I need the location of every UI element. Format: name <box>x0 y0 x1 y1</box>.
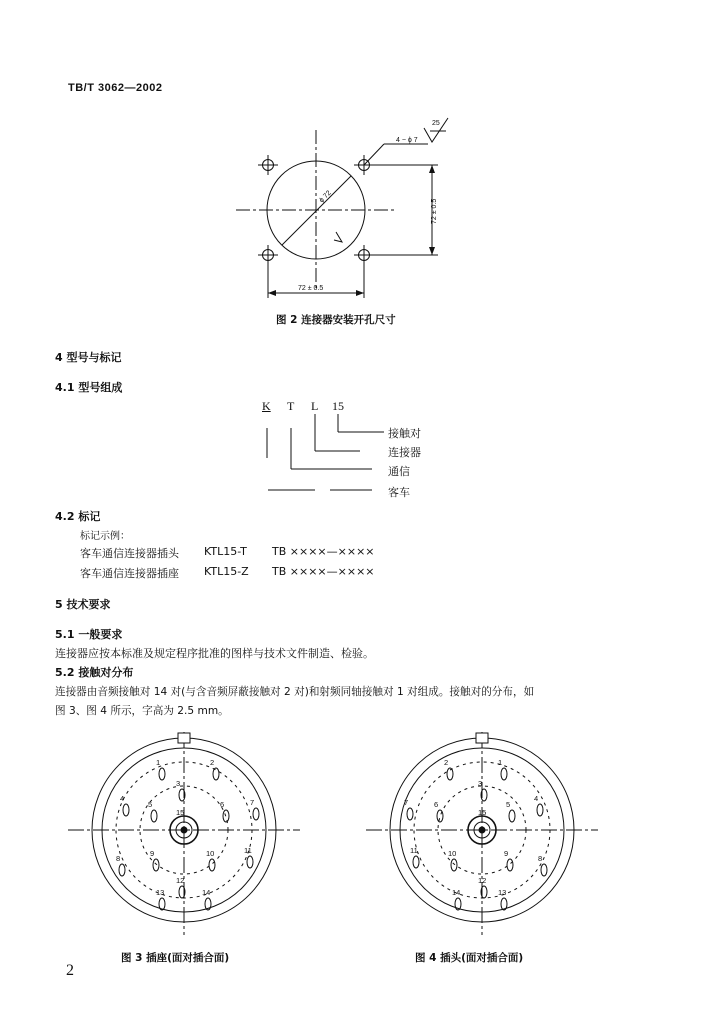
figure-4-contact-label-5: 5 <box>506 800 511 809</box>
figure-4-coax-pin <box>479 827 485 833</box>
model-number: 15 <box>332 399 344 413</box>
legend-contact-pairs: 接触对 <box>388 427 421 440</box>
figure-3-contact-label-5: 5 <box>148 800 153 809</box>
figure-4-contact-13 <box>501 898 507 910</box>
section-4-title: 4 型号与标记 <box>55 351 122 364</box>
figure-4-contact-4 <box>537 804 543 816</box>
figure-4-contact-label-9: 9 <box>504 849 509 858</box>
figure-3-contact-label-15: 15 <box>176 808 185 817</box>
model-letter-t: T <box>287 399 295 413</box>
legend-connector: 连接器 <box>388 446 421 459</box>
section-5-1-text: 连接器应按本标准及规定程序批准的图样与技术文件制造、检验。 <box>55 647 374 660</box>
model-composition-lines <box>255 412 385 496</box>
figure-4-contact-label-2: 2 <box>444 758 449 767</box>
figure-3-contact-9 <box>153 859 159 871</box>
figure-3-contact-5 <box>151 810 157 822</box>
figure-3-contact-label-6: 6 <box>220 800 225 809</box>
example-intro: 标记示例： <box>80 531 130 542</box>
figure-4-contact-label-7: 7 <box>404 798 409 807</box>
figure-4-contact-label-4: 4 <box>534 794 539 803</box>
section-5-title: 5 技术要求 <box>55 598 111 611</box>
figure-4-contact-10 <box>451 859 457 871</box>
figure-4-contact-label-13: 13 <box>498 888 507 897</box>
figure-4-contact-label-6: 6 <box>434 800 439 809</box>
figure-3-contact-7 <box>253 808 259 820</box>
section-4-1-title: 4.1 型号组成 <box>55 381 123 394</box>
figure-4-contact-label-3: 3 <box>478 779 483 788</box>
figure-4-outline <box>366 732 598 935</box>
figure-3-contact-label-9: 9 <box>150 849 155 858</box>
figure-3-contact-2 <box>213 768 219 780</box>
figure-3-contact-label-8: 8 <box>116 854 121 863</box>
figure-4-contact-9 <box>507 859 513 871</box>
diameter-label: ϕ 72 <box>318 189 333 205</box>
figure-4-contact-7 <box>407 808 413 820</box>
figure-3-key-slot <box>178 733 190 743</box>
vertical-dimension: 72 ± 0.5 <box>431 198 438 224</box>
figure-3-contact-label-7: 7 <box>250 798 255 807</box>
legend-passenger-car: 客车 <box>388 486 410 499</box>
figure-4-contact-label-12: 12 <box>478 876 487 885</box>
figure-3-contact-label-10: 10 <box>206 849 215 858</box>
figure-2-drawing <box>225 112 475 312</box>
example-1-name: 客车通信连接器插头 <box>80 547 179 560</box>
figure-3-contact-label-12: 12 <box>176 876 185 885</box>
figure-3-contact-4 <box>123 804 129 816</box>
figure-2-caption: 图 2 连接器安装开孔尺寸 <box>276 314 396 326</box>
example-2-code: KTL15-Z <box>204 565 249 578</box>
figure-4-drawing <box>358 730 638 945</box>
figure-3-drawing <box>60 730 340 945</box>
example-2-standard: TB ××××—×××× <box>272 565 375 578</box>
model-letter-l: L <box>311 399 319 413</box>
figure-3-contact-1 <box>159 768 165 780</box>
horizontal-dimension: 72 ± 0.5 <box>298 285 324 292</box>
model-letter-k: K <box>262 399 271 413</box>
page-number: 2 <box>66 962 74 979</box>
section-5-2-text-line-1: 连接器由音频接触对 14 对(与含音频屏蔽接触对 2 对)和射频同轴接触对 1 对组成。接触对的分布，如 <box>55 686 535 698</box>
example-1-code: KTL15-T <box>204 545 247 558</box>
figure-3-contact-label-14: 14 <box>202 888 211 897</box>
figure-4-contact-label-8: 8 <box>538 854 543 863</box>
figure-3-contact-label-1: 1 <box>156 758 161 767</box>
figure-3-contact-label-4: 4 <box>120 794 125 803</box>
figure-4-contact-label-11: 11 <box>410 846 418 855</box>
figure-3-contact-label-3: 3 <box>176 779 181 788</box>
figure-3-contact-11 <box>247 856 253 868</box>
legend-communication: 通信 <box>388 465 410 478</box>
section-5-2-title: 5.2 接触对分布 <box>55 666 134 679</box>
figure-4-contact-label-14: 14 <box>452 888 461 897</box>
roughness-value: 25 <box>432 120 440 127</box>
standard-number: TB/T 3062—2002 <box>68 82 163 94</box>
section-4-2-title: 4.2 标记 <box>55 510 101 523</box>
figure-4-caption: 图 4 插头(面对插合面) <box>415 952 524 964</box>
figure-4-contact-1 <box>501 768 507 780</box>
figure-4-contact-label-1: 1 <box>498 758 503 767</box>
section-5-2-text-line-2: 图 3、图 4 所示，字高为 2.5 mm。 <box>55 705 229 717</box>
figure-3-contact-13 <box>159 898 165 910</box>
figure-4-contact-11 <box>413 856 419 868</box>
figure-4-contact-8 <box>541 864 547 876</box>
figure-3-outline <box>68 732 300 935</box>
figure-4-contact-label-15: 15 <box>478 808 487 817</box>
figure-3-contact-label-2: 2 <box>210 758 215 767</box>
figure-3-coax-pin <box>181 827 187 833</box>
figure-4-contact-2 <box>447 768 453 780</box>
figure-3-contact-8 <box>119 864 125 876</box>
figure-4-contact-6 <box>437 810 443 822</box>
figure-3-contact-10 <box>209 859 215 871</box>
hole-spec-label: 4 − ϕ 7 <box>396 137 418 144</box>
figure-4-key-slot <box>476 733 488 743</box>
figure-3-contact-label-13: 13 <box>156 888 165 897</box>
figure-3-contact-label-11: 11 <box>244 846 252 855</box>
example-1-standard: TB ××××—×××× <box>272 545 375 558</box>
figure-4-contact-5 <box>509 810 515 822</box>
example-2-name: 客车通信连接器插座 <box>80 567 179 580</box>
section-5-1-title: 5.1 一般要求 <box>55 628 123 641</box>
figure-4-contact-label-10: 10 <box>448 849 457 858</box>
figure-3-caption: 图 3 插座(面对插合面) <box>121 952 230 964</box>
